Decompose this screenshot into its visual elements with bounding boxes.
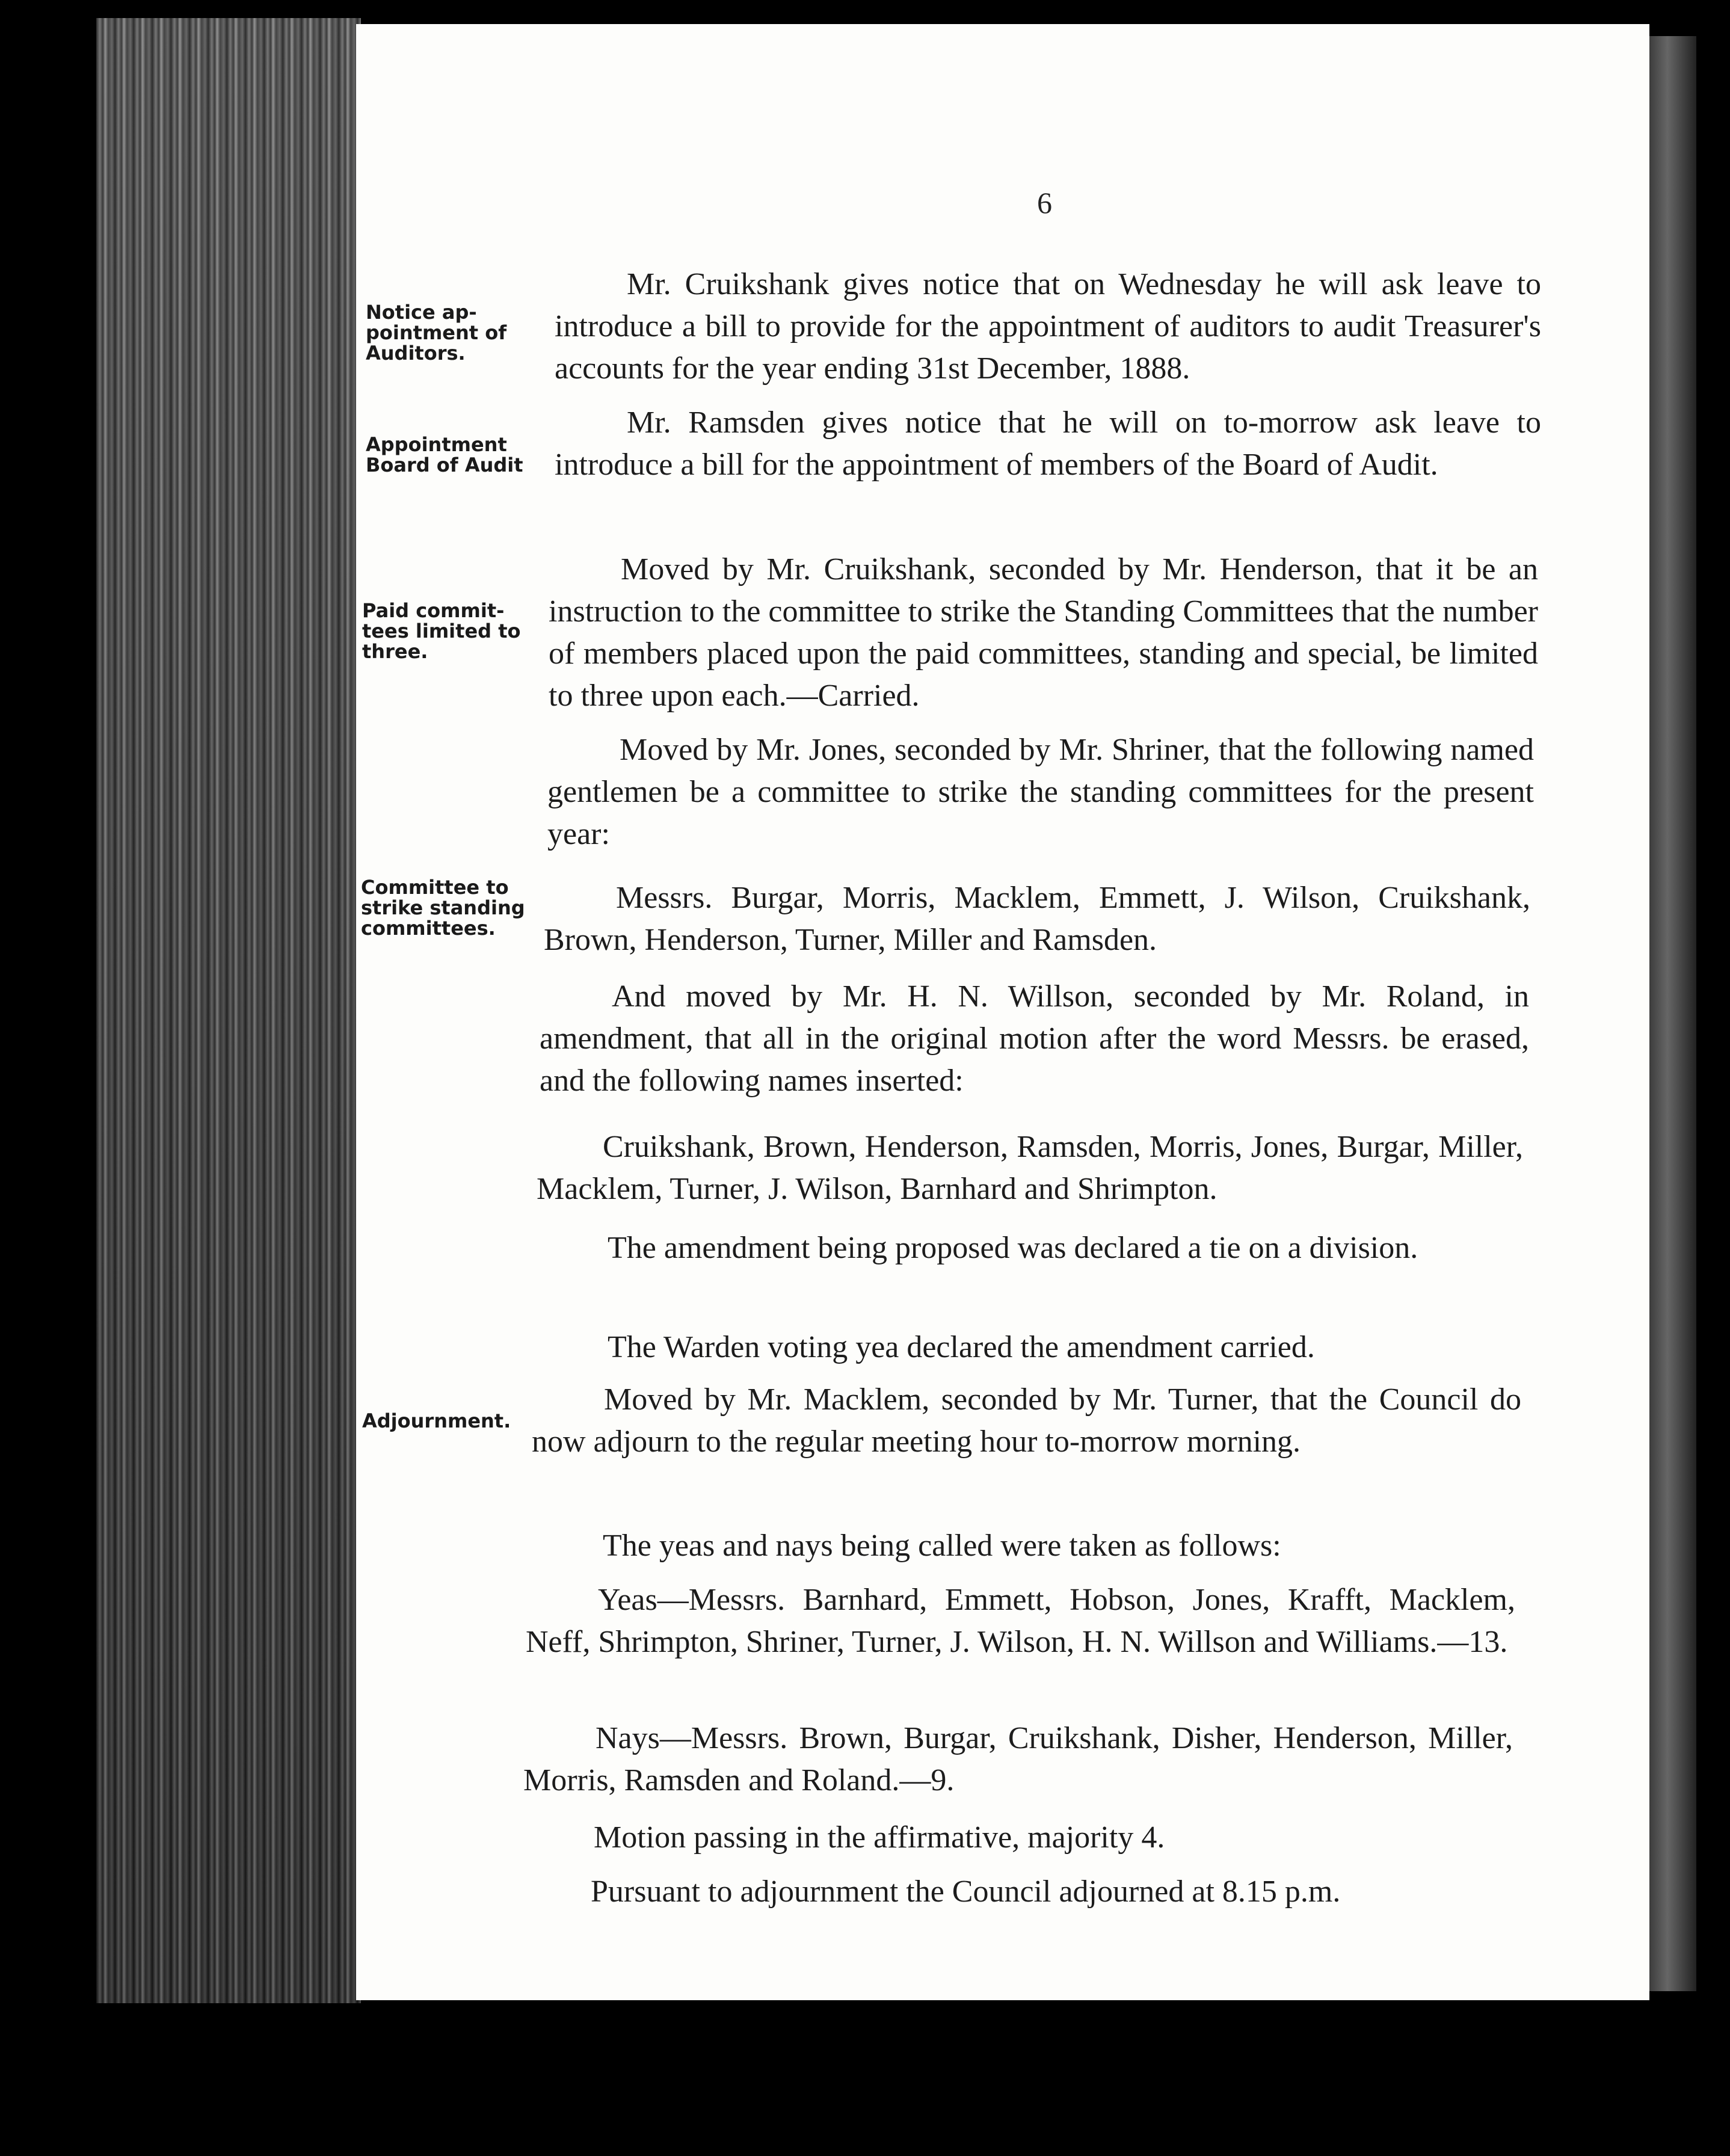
paragraph-tie-division: The amendment being proposed was declared a tie on a division. bbox=[608, 1231, 1418, 1265]
margin-note-striking-committee: Committee to strike standing committees. bbox=[361, 876, 525, 940]
margin-note-paid-committees: Paid commit- tees limited to three. bbox=[362, 599, 521, 663]
paragraph-committee-names: Messrs. Burgar, Morris, Macklem, Emmett, J. Wilson, Cruikshank, Brown, Henderson, Turner, Miller and Ramsden. bbox=[544, 881, 1530, 957]
paragraph-auditors-notice: Mr. Cruikshank gives notice that on Wednesday he will ask leave to introduce a bill to provide for the appointment of auditors to audit Treasurer's accounts for the year ending 31st December, 1888. bbox=[555, 267, 1541, 386]
paragraph-nays: Nays—Messrs. Brown, Burgar, Cruikshank, Disher, Henderson, Miller, Morris, Ramsden and Roland.—9. bbox=[523, 1721, 1513, 1797]
book-right-edge bbox=[1648, 36, 1696, 1991]
margin-note-adjournment: Adjournment. bbox=[362, 1409, 511, 1432]
paragraph-yeas-nays-intro: The yeas and nays being called were taken as follows: bbox=[603, 1529, 1281, 1563]
page-number: 6 bbox=[1037, 186, 1052, 220]
paragraph-warden-vote: The Warden voting yea declared the amendment carried. bbox=[608, 1330, 1315, 1364]
paragraph-motion-result: Motion passing in the affirmative, majority 4. bbox=[594, 1820, 1165, 1855]
paragraph-paid-committees-motion: Moved by Mr. Cruikshank, seconded by Mr. Henderson, that it be an instruction to the committee to strike the Standing Committees that the number of members placed upon the paid committees, standing and special, be limited to three upon each.—Carried. bbox=[549, 552, 1538, 713]
margin-note-board-of-audit: Appointment Board of Audit bbox=[366, 433, 523, 476]
paragraph-amendment-motion: And moved by Mr. H. N. Willson, seconded by Mr. Roland, in amendment, that all in the original motion after the word Messrs. be erased, and the following names inserted: bbox=[540, 979, 1529, 1098]
paragraph-board-of-audit-notice: Mr. Ramsden gives notice that he will on to-morrow ask leave to introduce a bill for the appointment of members of the Board of Audit. bbox=[555, 405, 1541, 482]
margin-note-auditors: Notice ap- pointment of Auditors. bbox=[366, 301, 507, 365]
paragraph-yeas: Yeas—Messrs. Barnhard, Emmett, Hobson, Jones, Krafft, Macklem, Neff, Shrimpton, Shriner, Turner, J. Wilson, H. N. Willson and Williams.—13. bbox=[526, 1583, 1515, 1659]
paragraph-adjournment-motion: Moved by Mr. Macklem, seconded by Mr. Turner, that the Council do now adjourn to the regular meeting hour to-morrow morning. bbox=[532, 1382, 1521, 1459]
paragraph-amendment-names: Cruikshank, Brown, Henderson, Ramsden, Morris, Jones, Burgar, Miller, Macklem, Turner, J. Wilson, Barnhard and Shrimpton. bbox=[537, 1130, 1523, 1206]
document-page bbox=[356, 24, 1649, 2000]
paragraph-striking-committee-motion: Moved by Mr. Jones, seconded by Mr. Shriner, that the following named gentlemen be a committee to strike the standing committees for the present year: bbox=[547, 733, 1534, 851]
page-stack-shading bbox=[96, 18, 361, 2003]
paragraph-council-adjourned: Pursuant to adjournment the Council adjourned at 8.15 p.m. bbox=[591, 1874, 1341, 1909]
